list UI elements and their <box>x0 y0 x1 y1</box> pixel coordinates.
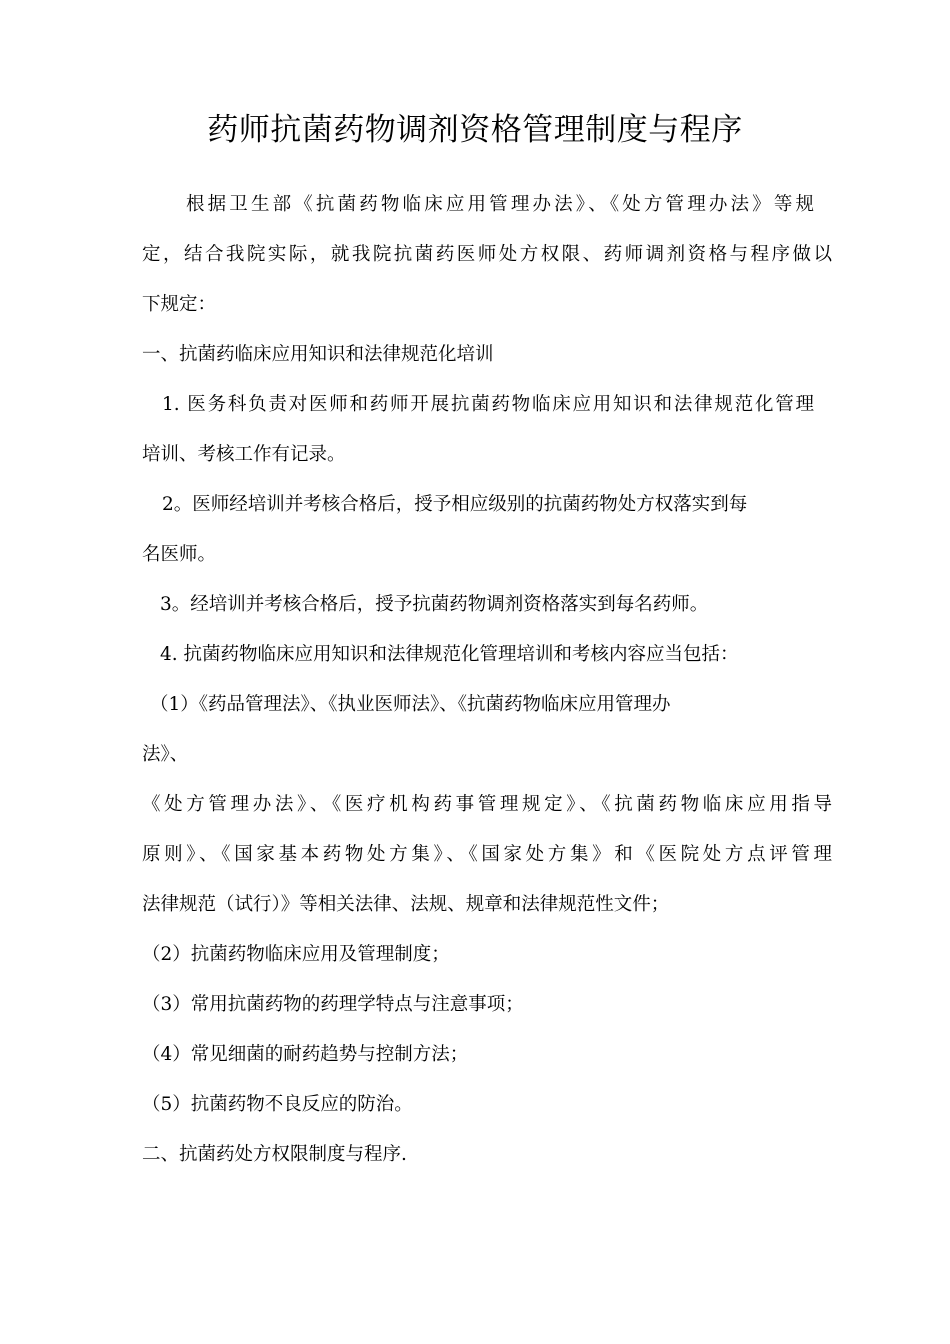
paragraph-line: 根据卫生部《抗菌药物临床应用管理办法》、《处方管理办法》等规 <box>186 194 814 215</box>
paragraph-line: 《处方管理办法》、《医疗机构药事管理规定》、《抗菌药物临床应用指导 <box>142 794 832 815</box>
list-item-continuation: 名医师。 <box>142 544 217 565</box>
sub-list-item: （3）常用抗菌药物的药理学特点与注意事项； <box>142 994 524 1015</box>
sub-list-item: （4）常见细菌的耐药趋势与控制方法； <box>142 1044 469 1065</box>
list-item: 4. 抗菌药物临床应用知识和法律规范化管理培训和考核内容应当包括： <box>160 644 739 665</box>
paragraph-line: 定，结合我院实际，就我院抗菌药医师处方权限、药师调剂资格与程序做以 <box>142 244 832 265</box>
section-heading: 一、抗菌药临床应用知识和法律规范化培训 <box>142 344 494 365</box>
sub-list-item: （1）《药品管理法》、《执业医师法》、《抗菌药物临床应用管理办 <box>150 694 671 715</box>
sub-list-item-continuation: 法》、 <box>142 744 189 765</box>
list-item-continuation: 培训、考核工作有记录。 <box>142 444 346 465</box>
paragraph-line: 原则》、《国家基本药物处方集》、《国家处方集》和《医院处方点评管理 <box>142 844 832 865</box>
sub-list-item: （5）抗菌药物不良反应的防治。 <box>142 1094 413 1115</box>
list-item: 1. 医务科负责对医师和药师开展抗菌药物临床应用知识和法律规范化管理 <box>162 394 814 415</box>
section-heading: 二、抗菌药处方权限制度与程序. <box>142 1144 407 1165</box>
list-item: 2。医师经培训并考核合格后，授予相应级别的抗菌药物处方权落实到每 <box>162 494 748 515</box>
paragraph-line: 法律规范（试行）》等相关法律、法规、规章和法律规范性文件； <box>142 894 670 915</box>
paragraph-line: 下规定： <box>142 294 217 315</box>
sub-list-item: （2）抗菌药物临床应用及管理制度； <box>142 944 450 965</box>
page-title: 药师抗菌药物调剂资格管理制度与程序 <box>207 112 743 148</box>
list-item: 3。经培训并考核合格后，授予抗菌药物调剂资格落实到每名药师。 <box>160 594 709 615</box>
